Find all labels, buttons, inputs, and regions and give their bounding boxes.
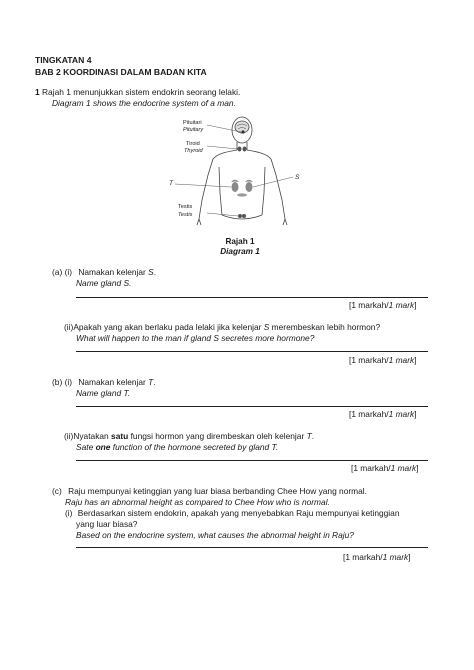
- part-a-ii-malay: (ii)Apakah yang akan berlaku pada lelaki jika kelenjar S merembeskan lebih hormon?: [64, 322, 381, 332]
- intro-english: Diagram 1 shows the endocrine system of a man.: [52, 98, 236, 108]
- part-b-i-malay: (b) (i) Namakan kelenjar T.: [52, 377, 156, 387]
- part-b-i-label: (b) (i): [52, 377, 73, 387]
- answer-line-b-i[interactable]: [76, 406, 428, 407]
- part-a-i-label: (a) (i): [52, 267, 73, 277]
- mark-b-i: [1 markah/1 mark]: [349, 409, 417, 419]
- form-heading: TINGKATAN 4: [35, 55, 92, 65]
- answer-line-a-i[interactable]: [76, 297, 428, 298]
- part-b-i-english: Name gland T.: [76, 388, 131, 398]
- question-intro: [35, 87, 240, 98]
- answer-line-c-i[interactable]: [76, 547, 428, 548]
- testes: [238, 214, 246, 218]
- part-a-ii-label: (ii): [64, 322, 74, 332]
- part-c-english: Raju has an abnormal height as compared to Chee How who is normal.: [65, 497, 330, 507]
- answer-line-b-ii[interactable]: [76, 460, 428, 461]
- part-c-i-malay-2: yang luar biasa?: [76, 519, 138, 529]
- part-b-ii-english: Sate one function of the hormone secreted by gland T.: [76, 442, 279, 452]
- mark-a-i: [1 markah/1 mark]: [349, 300, 417, 310]
- label-s: S: [295, 174, 300, 181]
- mark-c-i: [1 markah/1 mark]: [343, 552, 411, 562]
- part-a-ii-english: What will happen to the man if gland S secretes more hormone?: [76, 333, 315, 343]
- adrenal-glands: [232, 180, 253, 192]
- label-testis-ms: Testis: [178, 204, 193, 210]
- part-b-ii-label: (ii): [64, 431, 74, 441]
- part-c-label: (c): [52, 486, 62, 496]
- figure-caption-en: Diagram 1: [220, 247, 260, 256]
- pancreas: [237, 193, 247, 196]
- label-thyroid: Thyroid: [184, 148, 203, 154]
- mark-b-ii: [1 markah/1 mark]: [351, 463, 419, 473]
- part-c-i-malay-1: (i) Berdasarkan sistem endokrin, apakah yang menyebabkan Raju mempunyai ketinggian: [65, 508, 400, 518]
- label-t: T: [169, 180, 173, 187]
- label-testis-en: Testis: [178, 212, 193, 218]
- answer-line-a-ii[interactable]: [76, 351, 428, 352]
- part-a-i-malay: (a) (i) Namakan kelenjar S.: [52, 267, 157, 277]
- label-pituitari: Pituitari: [183, 120, 202, 126]
- part-c-i-english: Based on the endocrine system, what causes the abnormal height in Raju?: [76, 530, 354, 540]
- part-a-i-english: Name gland S.: [76, 278, 132, 288]
- figure-caption-ms: Rajah 1: [225, 237, 255, 246]
- label-pituitary: Pituitary: [183, 127, 204, 133]
- part-c-i-label: (i): [65, 508, 73, 518]
- part-b-ii-malay: (ii)Nyatakan satu fungsi hormon yang dirembeskan oleh kelenjar T.: [64, 431, 315, 441]
- thyroid-gland: [238, 147, 247, 152]
- label-tiroid: Tiroid: [186, 141, 200, 147]
- pituitary-gland: [241, 130, 244, 133]
- part-c-malay: (c) Raju mempunyai ketinggian yang luar biasa berbanding Chee How yang normal.: [52, 486, 367, 496]
- mark-a-ii: [1 markah/1 mark]: [349, 355, 417, 365]
- chapter-heading: BAB 2 KOORDINASI DALAM BADAN KITA: [35, 67, 207, 77]
- question-number: 1: [35, 87, 40, 97]
- intro-malay: Rajah 1 menunjukkan sistem endokrin seorang lelaki.: [42, 87, 241, 97]
